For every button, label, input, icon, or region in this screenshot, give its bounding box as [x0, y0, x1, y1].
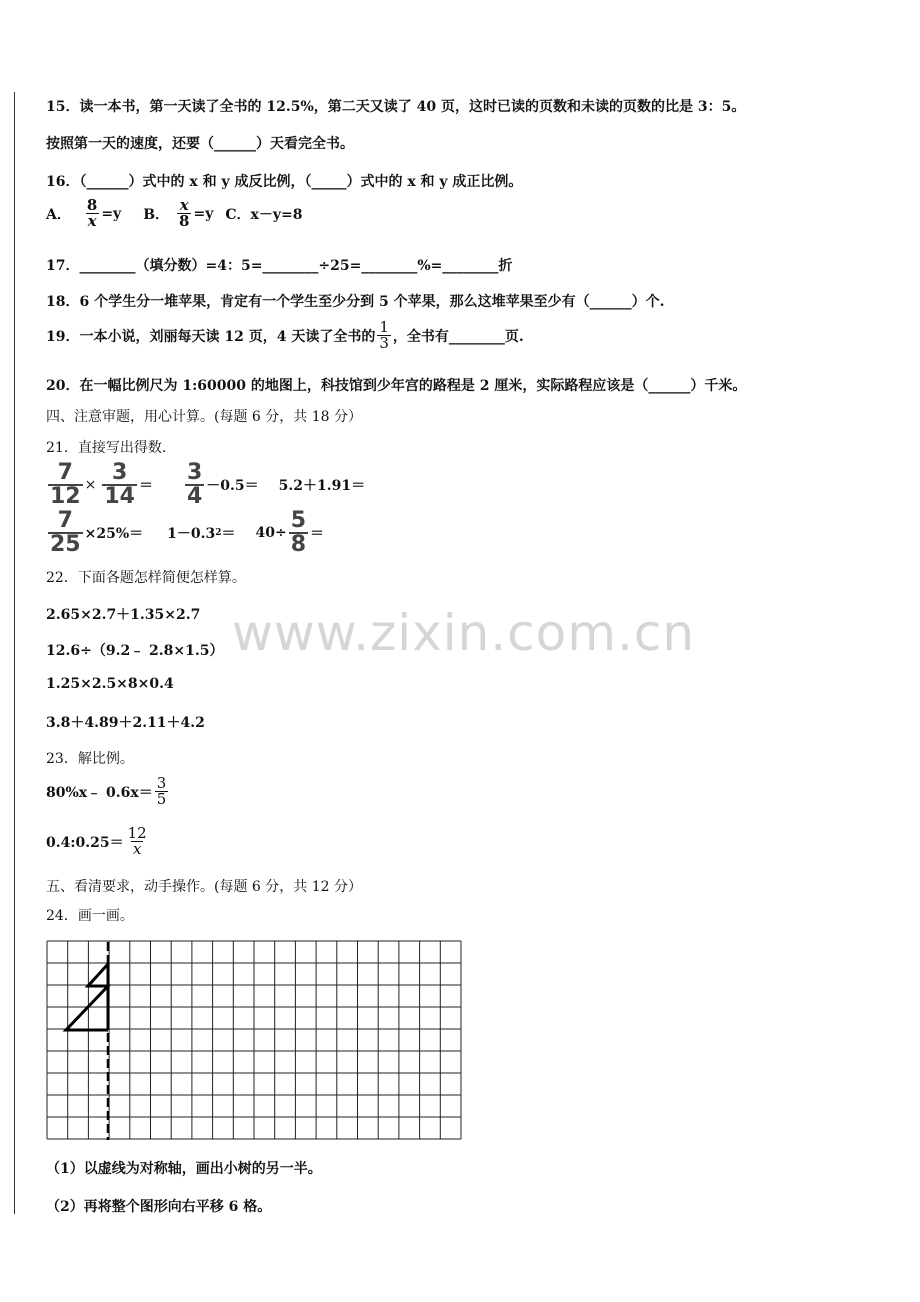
fraction-denominator: x	[132, 840, 142, 858]
fraction	[155, 776, 169, 807]
margin-line	[14, 92, 15, 1214]
option-c: C．x－y=8	[225, 206, 303, 223]
expression: 40÷	[255, 525, 287, 541]
question-17: 17．________（填分数）=4：5=________÷25=________%=________折	[46, 258, 513, 274]
option-a-tail: =y	[101, 205, 122, 222]
fraction-numerator: 3	[112, 460, 128, 485]
exponent: 2	[215, 528, 222, 538]
question-24-sub-1: （1）以虚线为对称轴，画出小树的另一半。	[46, 1161, 322, 1177]
question-16-stem: 16．（______）式中的 x 和 y 成反比例，（_____）式中的 x 和 y 成正比例。	[46, 174, 523, 190]
equation-head: 80%x﹣ 0.6x＝	[46, 784, 153, 801]
option-a-label: A．	[46, 206, 71, 223]
fraction-denominator: 25	[50, 532, 81, 557]
fraction-numerator: 7	[57, 508, 73, 533]
equals-sign: ＝	[138, 478, 153, 494]
expression: 1－0.3	[167, 526, 216, 542]
fraction-numerator: 3	[186, 460, 203, 485]
grid-svg	[46, 940, 462, 1142]
question-21-row-1	[46, 462, 365, 508]
fraction-denominator: 5	[156, 790, 167, 808]
question-19-fraction	[377, 320, 391, 351]
fraction-numerator: x	[179, 196, 189, 214]
fraction-numerator: 12	[127, 824, 147, 842]
fraction-denominator: 4	[186, 484, 203, 509]
question-24-title: 24．画一画。	[46, 908, 134, 924]
expression-tail: －0.5＝	[206, 478, 259, 494]
question-23-equation-1	[46, 776, 170, 807]
equals-sign: ＝	[221, 526, 236, 542]
question-19-before: 19．一本小说，刘丽每天读 12 页，4 天读了全书的	[46, 328, 376, 345]
question-19-after: ，全书有________页.	[392, 328, 524, 345]
watermark: www.zixin.com.cn	[232, 604, 696, 662]
equals-sign: ＝	[310, 526, 325, 542]
question-22-title: 22．下面各题怎样简便怎样算。	[46, 570, 246, 586]
fraction	[185, 462, 204, 508]
fraction-denominator: 8	[179, 212, 190, 230]
multiply-sign: ×	[84, 477, 97, 493]
expression-tail: ×25%＝	[84, 526, 144, 542]
question-22-item: 2.65×2.7＋1.35×2.7	[46, 607, 201, 623]
fraction-numerator: 3	[156, 774, 167, 792]
fraction-denominator: 14	[104, 484, 135, 509]
fraction-numerator: 1	[379, 318, 389, 336]
fraction	[48, 462, 83, 508]
question-24-sub-2: （2）再将整个图形向右平移 6 格。	[46, 1199, 272, 1215]
fraction-denominator: x	[87, 212, 97, 230]
fraction	[102, 462, 137, 508]
option-b-label: B．	[143, 206, 170, 223]
fraction-numerator: 7	[57, 460, 73, 485]
question-19	[46, 320, 524, 351]
question-15-line-2: 按照第一天的速度，还要（______）天看完全书。	[46, 136, 354, 152]
section-4-heading: 四、注意审题，用心计算。(每题 6 分，共 18 分）	[46, 409, 362, 425]
question-23-title: 23．解比例。	[46, 751, 134, 767]
equation-head: 0.4:0.25＝	[46, 834, 124, 851]
half-tree-shape	[66, 964, 108, 1030]
question-21-title: 21．直接写出得数.	[46, 440, 167, 456]
fraction	[48, 510, 83, 556]
section-5-heading: 五、看清要求，动手操作。(每题 6 分，共 12 分）	[46, 879, 362, 895]
fraction-denominator: 8	[290, 532, 307, 557]
option-a-fraction	[85, 198, 99, 229]
fraction-denominator: 12	[50, 484, 81, 509]
question-20: 20．在一幅比例尺为 1:60000 的地图上，科技馆到少年宫的路程是 2 厘米，实际路程应该是（______）千米。	[46, 378, 747, 394]
question-18: 18．6 个学生分一堆苹果，肯定有一个学生至少分到 5 个苹果，那么这堆苹果至少有（______）个.	[46, 294, 665, 310]
option-b-fraction	[177, 198, 191, 229]
fraction	[126, 826, 149, 857]
fraction	[289, 510, 308, 556]
question-22-item: 1.25×2.5×8×0.4	[46, 676, 174, 692]
fraction-numerator: 8	[86, 196, 98, 214]
fraction-denominator: 3	[379, 334, 389, 352]
question-22-item: 12.6÷（9.2﹣ 2.8×1.5）	[46, 643, 224, 659]
drawing-grid	[46, 940, 462, 1146]
question-23-equation-2	[46, 826, 151, 857]
question-16-options	[46, 198, 302, 229]
option-b-tail: =y	[193, 205, 214, 222]
expression: 5.2＋1.91＝	[278, 478, 366, 494]
question-15-line-1: 15．读一本书，第一天读了全书的 12.5%，第二天又读了 40 页，这时已读的页数和未读的页数的比是 3：5。	[46, 99, 746, 115]
fraction-numerator: 5	[290, 508, 307, 533]
question-21-row-2	[46, 510, 324, 556]
question-22-item: 3.8＋4.89＋2.11＋4.2	[46, 715, 205, 731]
